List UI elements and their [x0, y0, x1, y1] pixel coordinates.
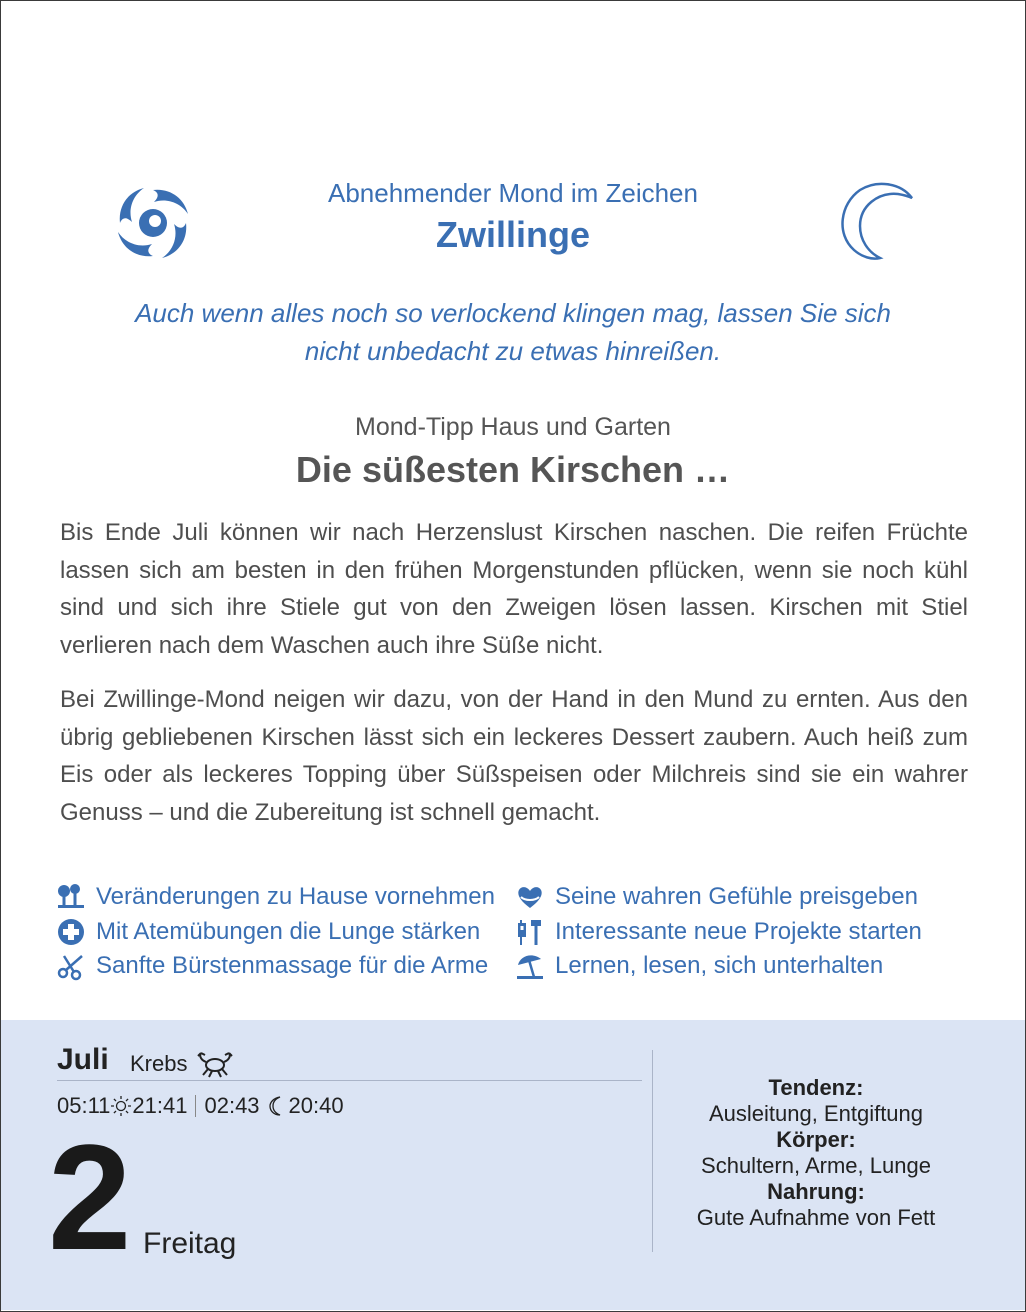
tip-text: Interessante neue Projekte starten [555, 917, 922, 945]
sunrise-time: 05:11 [57, 1093, 111, 1118]
moonrise-time: 02:43 [204, 1093, 260, 1118]
tip-item [515, 915, 922, 950]
zodiac-name: Krebs [130, 1051, 188, 1076]
tip-category: Mond-Tipp Haus und Garten [355, 413, 671, 441]
day-number: 2 [48, 1113, 132, 1281]
scissors-icon [56, 951, 86, 981]
tendency-label: Tendenz: [768, 1075, 864, 1100]
tip-text: Sanfte Bürstenmassage für die Arme [96, 952, 489, 980]
tip-text: Lernen, lesen, sich unterhalten [555, 952, 884, 980]
tip-item [515, 880, 922, 915]
moon-info-box [660, 1075, 972, 1231]
body-value: Schultern, Arme, Lunge [701, 1153, 931, 1178]
footer-divider-horizontal [57, 1080, 642, 1081]
tip-item [515, 949, 922, 984]
moon-phase-subtitle: Abnehmender Mond im Zeichen [328, 178, 698, 208]
food-label: Nahrung: [767, 1179, 865, 1204]
crab-icon [193, 1050, 237, 1078]
moon-icon [266, 1095, 286, 1117]
quote-line-1: Auch wenn alles noch so verlockend klingen mag, lassen Sie sich [135, 298, 891, 328]
tip-text: Seine wahren Gefühle preisgeben [555, 883, 918, 911]
tendency-value: Ausleitung, Entgiftung [708, 1101, 924, 1126]
heart-hand-icon [515, 882, 545, 912]
zodiac-label [130, 1050, 237, 1078]
tips-list-left [56, 880, 495, 984]
footer-divider-vertical [652, 1050, 653, 1252]
tip-item [56, 949, 495, 984]
tip-item [56, 915, 495, 950]
quote [0, 294, 1026, 370]
tip-paragraph-1: Bis Ende Juli können wir nach Herzenslust Kirschen naschen. Die reifen Früchte lassen sich am besten in den frühen Morgenstunden pflücken, wenn sie noch kühl sind und sich ihre Stiele gut von den Zweigen lösen lassen. Kirschen mit Stiel verlieren nach dem Waschen auch ihre Süße nicht. [60, 519, 968, 659]
sunset-time: 21:41 [132, 1093, 188, 1118]
tips-list-right [515, 880, 922, 984]
times-separator [195, 1095, 196, 1117]
weekday-label: Freitag [143, 1227, 237, 1260]
body-label: Körper: [776, 1127, 856, 1152]
health-cross-icon [56, 917, 86, 947]
tools-icon [515, 917, 545, 947]
tip-paragraph-2: Bei Zwillinge-Mond neigen wir dazu, von der Hand in den Mund zu ernten. Aus den übrig gebliebenen Kirschen lässt sich ein leckeres Dessert zaubern. Auch heiß zum Eis oder als leckeres Topping über Süßspeisen oder Milchreis sind sie ein wahrer Genuss – und die Zubereitung ist schnell gemacht. [60, 686, 968, 826]
house-tree-icon [56, 882, 86, 912]
tip-item [56, 880, 495, 915]
tip-text: Mit Atemübungen die Lunge stärken [96, 917, 481, 945]
tip-title: Die süßesten Kirschen … [295, 449, 731, 490]
food-value: Gute Aufnahme von Fett [696, 1205, 936, 1230]
month-label: Juli [57, 1043, 109, 1076]
quote-line-2: nicht unbedacht zu etwas hinreißen. [304, 336, 722, 366]
moonset-time: 20:40 [288, 1093, 344, 1118]
tip-text: Veränderungen zu Hause vornehmen [96, 883, 495, 911]
zodiac-sign-title: Zwillinge [435, 214, 590, 255]
beach-umbrella-icon [515, 951, 545, 981]
